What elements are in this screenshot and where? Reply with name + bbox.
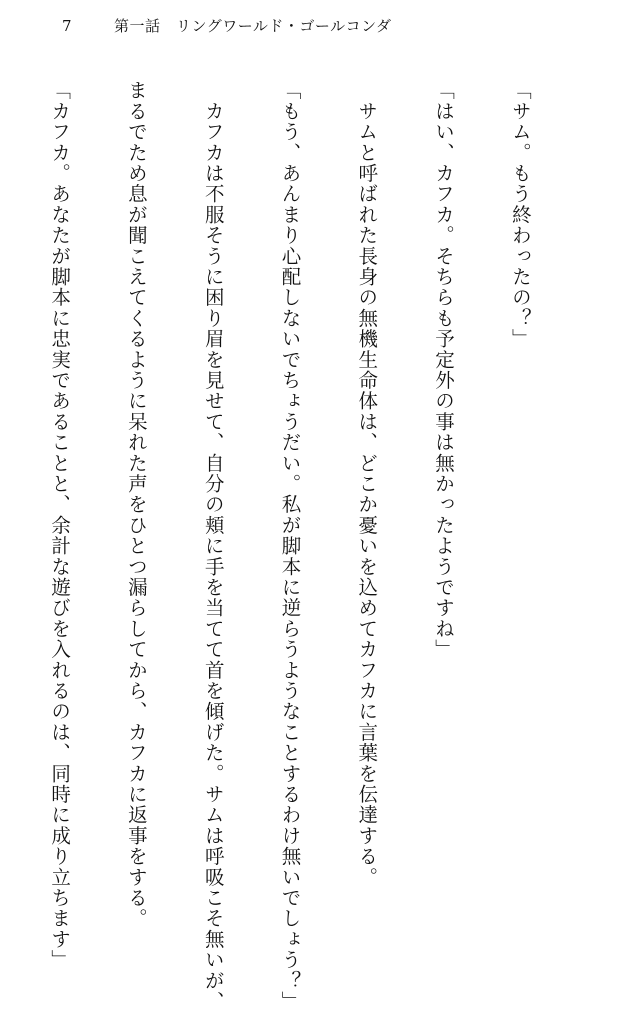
text-line: サムと呼ばれた長身の無機生命体は、どこか憂いを込めてカフカに言葉を伝達する。 <box>355 80 379 888</box>
text-line: 「はい、カフカ。そちらも予定外の事は無かったようですね」 <box>432 80 456 660</box>
page-number: 7 <box>62 16 72 35</box>
text-line: まるでため息が聞こえてくるように呆れた声をひとつ漏らしてから、カフカに返事をする。 <box>124 80 148 929</box>
text-line: 「カフカ。あなたが脚本に忠実であることと、余計な遊びを入れるのは、同時に成り立ちます」 <box>48 80 72 971</box>
chapter-title: 第一話 リングワールド・ゴールコンダ <box>114 16 392 35</box>
body-text <box>24 80 584 1012</box>
running-header <box>62 14 392 38</box>
text-line: 「もう、あんまり心配しないでちょうだい。私が脚本に逆らうようなことするわけ無いでしょう？」 <box>278 80 302 1012</box>
text-line: カフカは不服そうに困り眉を見せて、自分の頬に手を当てて首を傾げた。サムは呼吸こそ無いが、 <box>201 80 225 1012</box>
text-line: 「サム。もう終わったの？」 <box>508 80 532 350</box>
